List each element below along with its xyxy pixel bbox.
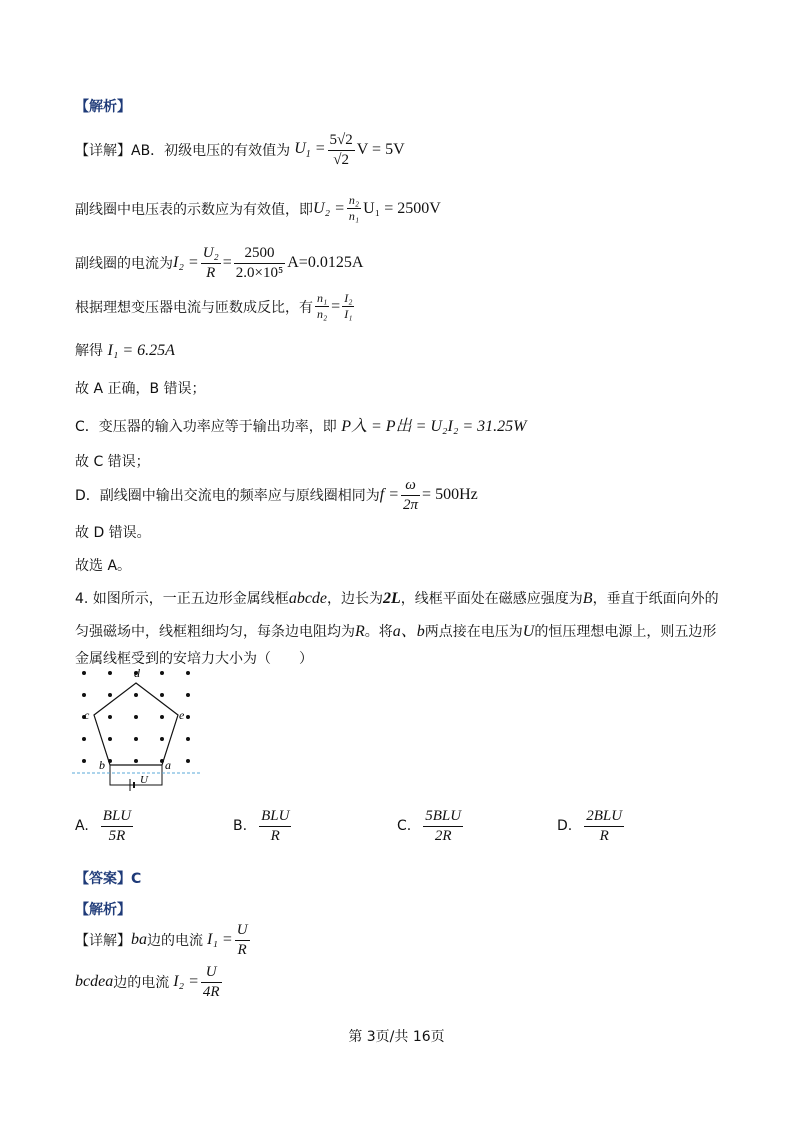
field-dot [108,671,112,675]
line-4: 根据理想变压器电流与匝数成反比，有 $\frac{\text{n₁}}{\text{n₂}}$ = $\frac{\text{I₂}}{\text{I₁}}$ [75,291,353,322]
line2-num: n₂ [347,194,361,209]
q4-line-2 [75,618,716,641]
option-b [233,808,293,844]
detail2-label: 【详解】 [75,933,131,949]
line3-num2: 2500 [234,245,285,264]
q4-line-1 [75,588,719,608]
detail3-den: 4R [202,983,220,1000]
line3-fraction-1 [201,245,221,281]
detail-3-line [75,964,224,1000]
q4-line2-a: 匀强磁场中，线框粗细均匀，每条边电阻均为 [75,624,355,640]
line-10: 故 D 错误。 [75,525,151,541]
line3-result: A=0.0125A [287,254,364,271]
line3-fraction-2 [234,245,285,281]
q4-side-length: 2L [383,590,401,607]
option-c-fraction [423,808,463,844]
option-c-num: 5BLU [423,808,463,827]
line2-text: 副线圈中电压表的示数应为有效值，即 [75,201,313,218]
line3-num1: U₂ [201,245,221,264]
field-dot [186,671,190,675]
line9-num: ω [401,477,420,496]
detail2-den: R [237,941,247,958]
field-dot [108,693,112,697]
detail-ab-line [75,132,405,168]
detail2-eq-left: I₁ = [207,931,233,948]
line4-num2: I₂ [342,292,354,307]
q4-shape-name: abcde [288,590,328,607]
option-d-den: R [599,827,609,844]
option-b-num: BLU [259,808,291,827]
line4-num1: n₁ [315,292,329,307]
option-a-den: 5R [108,827,126,844]
q4-resistance-symbol: R [355,623,365,640]
option-a-letter: A. [75,818,89,834]
line7-eq: P入 = P出 = U₂I₂ = 31.25W [341,418,527,435]
detail-ab-result: V = 5V [356,141,405,158]
field-dot [186,737,190,741]
line-2 [75,194,441,223]
line9-result: = 500Hz [422,486,478,503]
line-8: 故 C 错误； [75,454,150,470]
line2-eq-right: U₁ = 2500V [363,199,441,217]
line3-text: 副线圈的电流为 [75,256,173,272]
line7-text: C．变压器的输入功率应等于输出功率，即 [75,419,337,435]
field-dot [186,693,190,697]
field-dot [108,737,112,741]
line-9 [75,477,478,513]
magnetic-field-dots [82,671,190,763]
q4-line2-b: 。将 [364,624,393,640]
line2-den: n₁ [348,209,360,224]
q4-line1-d: ，垂直于纸面向外的 [592,591,719,607]
line5-eq: I₁ = 6.25A [107,342,175,359]
field-dot [108,715,112,719]
detail3-num: U [201,964,222,983]
q4-voltage-symbol: U [522,623,535,640]
field-dot [82,693,86,697]
q4-line2-c: 两点接在电压为 [424,624,523,640]
line4-fraction-2 [342,292,354,321]
line9-den: 2π [403,496,419,513]
field-dot [160,693,164,697]
circuit-wire [110,765,162,785]
line-3: 副线圈的电流为 I₂ = $\frac{\text{U₂}}{R}$ = $\frac{2500}{\text{2.0×10⁵}}$ A=0.0125A [75,245,364,281]
line-6: 故 A 正确，B 错误； [75,381,206,397]
detail3-var: bcdea [75,973,114,990]
field-dot [160,737,164,741]
line4-den2: I₁ [344,307,353,322]
detail-2-line [75,922,252,958]
detail2-num: U [235,922,250,941]
label-d: d [134,666,140,680]
line-7 [75,413,527,436]
q4-line2-d: 的恒压理想电源上，则五边形 [534,624,717,640]
field-dot [134,715,138,719]
line9-fraction [401,477,420,513]
detail2-fraction [235,922,250,958]
line-11: 故选 A。 [75,558,132,574]
field-dot [82,737,86,741]
detail3-text: 边的电流 [113,975,170,991]
detail3-fraction [201,964,222,1000]
label-e: e [179,708,185,722]
detail3-eq-left: I₂ = [173,973,199,990]
option-c [397,808,465,844]
option-d-fraction [584,808,624,844]
q4-line1-c: ，线框平面处在磁感应强度为 [400,591,583,607]
detail2-text: 边的电流 [147,933,203,949]
detail-ab-label: 【详解】AB．初级电压的有效值为 [75,143,291,159]
label-c: c [84,708,90,722]
detail-ab-fraction [328,132,355,168]
field-dot [134,693,138,697]
line4-den1: n₂ [317,307,328,322]
line2-eq-left: U₂ = [313,199,345,217]
line9-text: D．副线圈中输出交流电的频率应与原线圈相同为 [75,488,380,504]
option-a [75,808,135,844]
field-dot [82,759,86,763]
detail-ab-num: 5√2 [328,132,355,151]
field-dot [134,759,138,763]
line5-text: 解得 [75,343,103,359]
analysis-heading: 【解析】 [75,99,131,115]
option-d-num: 2BLU [584,808,624,827]
q4-line1-b: ，边长为 [327,591,384,607]
line9-eq-left: f = [379,486,400,503]
detail2-var: ba [131,931,147,948]
u1-symbol: $U_1$ = [294,139,326,161]
answer-text: 【答案】C [75,871,142,887]
option-c-letter: C. [397,818,412,834]
line3-den1: R [206,264,216,281]
field-dot [160,715,164,719]
option-c-den: 2R [434,827,452,844]
answer [75,868,141,888]
analysis-heading-2: 【解析】 [75,902,131,918]
page-footer: 第 3页/共 16页 [348,1029,445,1045]
line-5 [75,340,175,360]
q4-line1-a: 4. 如图所示，一正五边形金属线框 [75,591,289,607]
option-b-fraction [259,808,291,844]
option-d [557,808,626,844]
option-a-fraction [101,808,133,844]
field-dot [82,671,86,675]
field-dot [134,737,138,741]
field-dot [186,759,190,763]
field-dot [160,671,164,675]
line4-text: 根据理想变压器电流与匝数成反比，有 [75,299,313,316]
option-a-num: BLU [101,808,133,827]
line4-fraction-1 [315,292,329,321]
line3-den2: 2.0×10⁵ [235,264,284,281]
field-dot [186,715,190,719]
q4-field-symbol: B [582,590,593,607]
q4-points: a、b [392,623,425,640]
label-b: b [99,758,105,772]
line2-fraction [347,194,361,223]
line3-eq-left: I₂ = [173,254,199,271]
detail-ab-den: √2 [333,151,350,168]
q4-line-3: 金属线框受到的安培力大小为（ ） [75,651,313,667]
label-u: U [140,774,148,786]
option-b-den: R [270,827,280,844]
label-a: a [165,758,171,772]
option-b-letter: B. [233,818,248,834]
option-d-letter: D. [557,818,573,834]
pentagon-figure [70,665,210,795]
